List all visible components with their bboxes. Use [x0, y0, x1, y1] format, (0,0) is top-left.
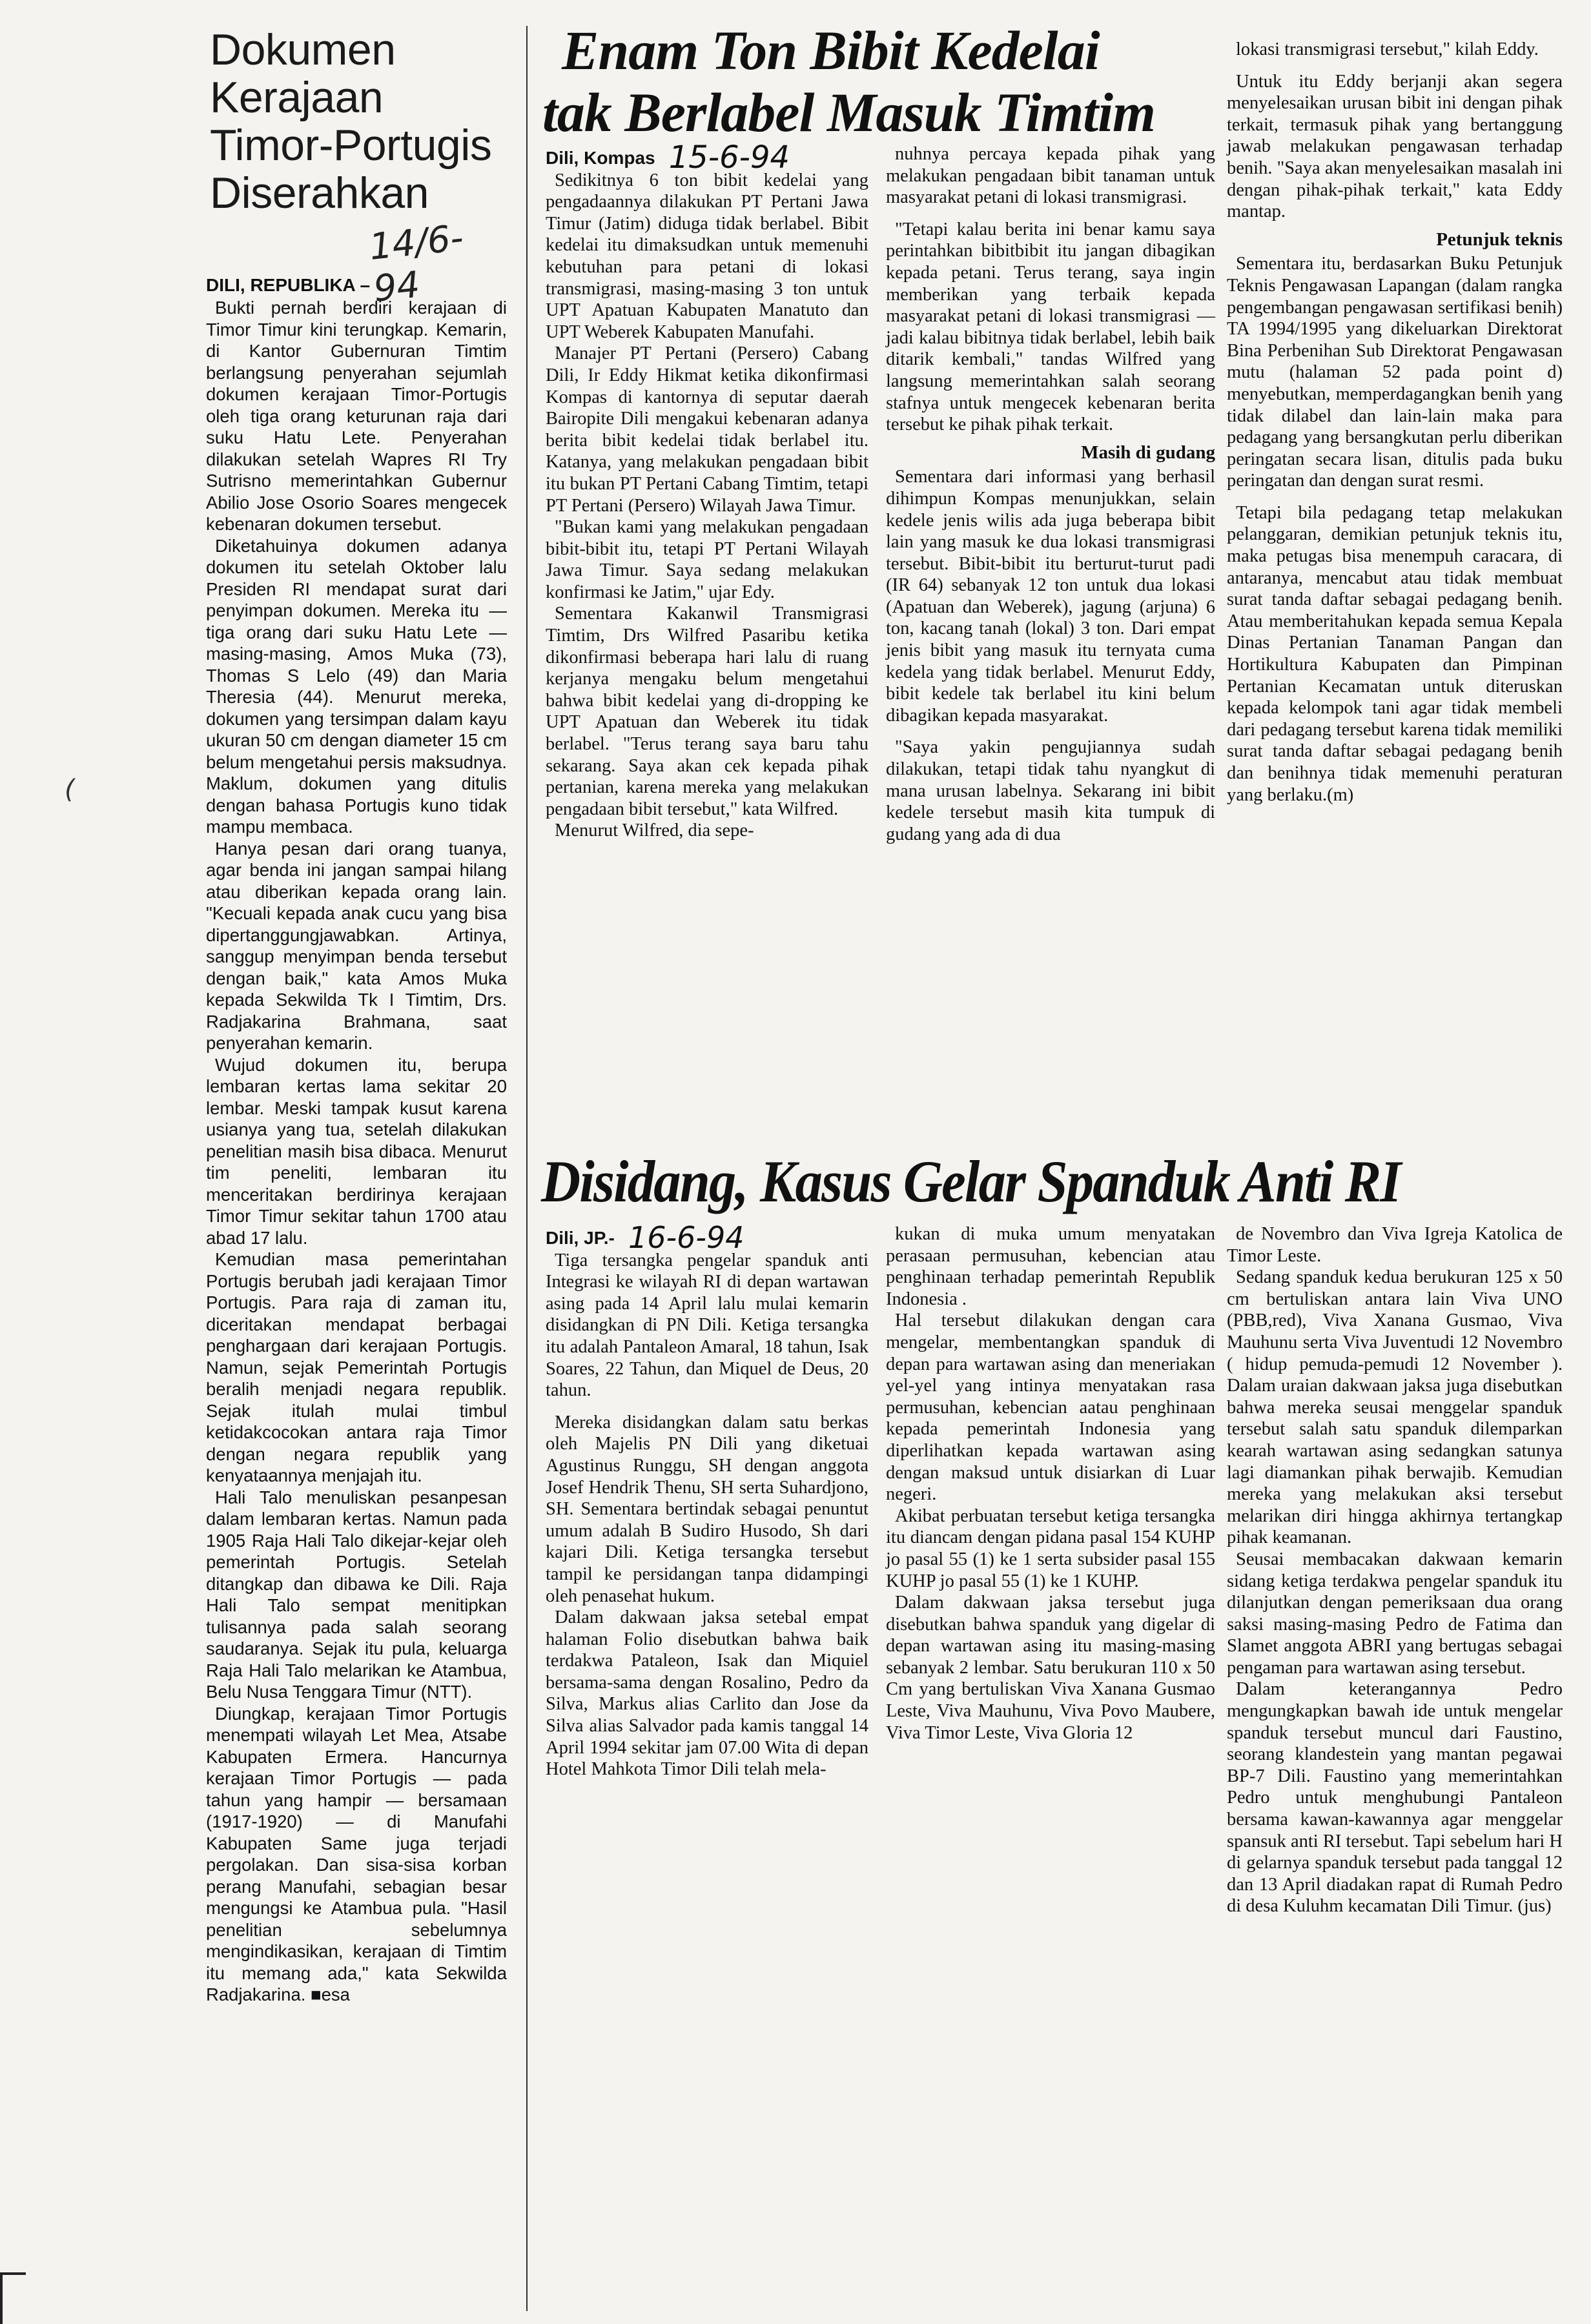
corner-mark	[0, 2272, 26, 2275]
paragraph: Dalam keterangannya Pedro mengungkapkan bawah ide untuk mengelar spanduk tersebut muncul dari Faustino, seorang klandestein yang mantan pegawai BP-7 Dili. Faustino yang memerintahkan Pedro untuk menghubungi Pantaleon bersama kawan-kawannya agar menggelar spansuk anti RI tersebut. Tapi sebelum hari H di gelarnya spanduk tersebut pada tanggal 12 dan 13 April diadakan rapat di Rumah Pedro di desa Kuluhm kecamatan Dili Timur. (jus)	[1227, 1679, 1563, 1917]
article2-column-3	[1227, 39, 1563, 1097]
paragraph: de Novembro dan Viva Igreja Katolica de Timor Leste.	[1227, 1224, 1563, 1266]
paragraph: Diketahuinya dokumen adanya dokumen itu setelah Oktober lalu Presiden RI mendapat surat dari penyimpan dokumen. Mereka itu — tiga orang dari suku Hatu Lete — masing-masing, Amos Muka (73), Thomas S Lelo (49) dan Maria Theresia (44). Menurut mereka, dokumen yang tersimpan dalam kayu ukuran 50 cm dengan diameter 15 cm belum mengetahui persis maksudnya. Maklum, dokumen yang ditulis dengan bahasa Portugis kuno tidak mampu membaca.	[206, 535, 507, 837]
paragraph: Sedang spanduk kedua berukuran 125 x 50 cm bertuliskan antara lain Viva UNO (PBB,red), Viva Xanana Gusmao, Viva Mauhunu serta Viva Juventudi 12 Novembro ( hidup pemuda-pemudi 12 November ). Dalam uraian dakwaan jaksa juga disebutkan bahwa mereka seusai menggelar spanduk tersebut salah satu spanduk dilemparkan kearah wartawan asing sedangkan satunya lagi diamankan pihak berwajib. Kemudian mereka yang melakukan aksi tersebut melarikan diri hingga akhirnya tertangkap pihak keamanan.	[1227, 1267, 1563, 1548]
title-line: Dokumen	[210, 25, 396, 74]
article3-title: Disidang, Kasus Gelar Spanduk Anti RI	[541, 1148, 1401, 1214]
article3-dateline: Dili, JP.-	[546, 1228, 615, 1248]
paragraph: Wujud dokumen itu, berupa lembaran kertas lama sekitar 20 lembar. Meski tampak kusut karena usianya yang tua, setelah dilakukan penelitian masih bisa dibaca. Menurut tim peneliti, lembaran itu menceritakan berdirinya kerajaan Timor Timur sekitar tahun 1700 atau abad 17 lalu.	[206, 1054, 507, 1248]
handwritten-date: 15-6-94	[668, 139, 790, 176]
paragraph: Seusai membacakan dakwaan kemarin sidang ketiga terdakwa pengelar spanduk itu dilanjutkan dengan pemeriksaan dua orang saksi masing-masing Pedro de Fatima dan Slamet anggota ABRI yang bertugas sebagai pengaman para wartawan asing tersebut.	[1227, 1549, 1563, 1678]
paragraph: Tiga tersangka pengelar spanduk anti Integrasi ke wilayah RI di depan wartawan asing pada 14 April lalu mulai kemarin disidangkan di PN Dili. Ketiga tersangka itu adalah Pantaleon Amaral, 18 tahun, Isak Soares, 22 Tahun, dan Miquel de Deus, 20 tahun.	[546, 1250, 868, 1401]
article3-dateline-row	[546, 1220, 868, 1255]
paragraph: Sementara dari informasi yang berhasil dihimpun Kompas menunjukkan, selain kedele jenis wilis ada juga beberapa bibit lain yang masuk ke dua lokasi transmigrasi tersebut. Bibit-bibit itu berturut-turut padi (IR 64) sebanyak 12 ton untuk dua lokasi (Apatuan dan Weberek), jagung (arjuna) 6 ton, kacang tanah (lokal) 3 ton. Dari empat jenis bibit yang masuk itu ternyata cuma kedela yang tidak berlabel. Menurut Eddy, bibit kedele tak berlabel itu kini belum dibagikan kepada masyarakat.	[886, 467, 1215, 726]
subhead-masih-di-gudang: Masih di gudang	[1081, 442, 1215, 463]
paragraph: "Bukan kami yang melakukan pengadaan bibit-bibit itu, tetapi PT Pertani Wilayah Jawa Timur. Saya sedang melakukan konfirmasi ke Jatim," ujar Edy.	[546, 517, 868, 602]
handwritten-date: 16-6-94	[628, 1220, 744, 1255]
article3-column-3	[1227, 1223, 1563, 2314]
title-line: Timor-Portugis	[210, 121, 492, 170]
paragraph: Kemudian masa pemerintahan Portugis berubah jadi kerajaan Timor Portugis. Para raja di zaman itu, diceritakan mendapat berbagai penghargaan dari kerajaan Portugis. Namun, sejak Pemerintah Portugis beralih menjadi negara republik. Sejak itulah mulai timbul ketidakcocokan antara raja Timor dengan negara republik yang kenyataannya menjajah itu.	[206, 1249, 507, 1485]
paragraph: Sementara itu, berdasarkan Buku Petunjuk Teknis Pengawasan Lapangan (dalam rangka pengembangan pengawasan sertifikasi benih) TA 1994/1995 yang dikeluarkan Direktorat Bina Perbenihan Sub Direktorat Pengawasan mutu (halaman 52 pada point d) menyebutkan, memperdagangkan benih yang tidak dilabel dan lain-lain maka para pedagang yang bersangkutan perlu diberikan peringatan secara lisan, ditulis pada buku peringatan dan dengan surat resmi.	[1227, 254, 1563, 491]
paragraph: Hal tersebut dilakukan dengan cara mengelar, membentangkan spanduk di depan para wartawan asing dan meneriakan yel-yel yang intinya menyatakan rasa permusuhan, kebencian aatau penghinaan kepada pemerintah Indonesia yang diperlihatkan kepada wartawan asing dengan maksud untuk disiarkan di Luar negeri.	[886, 1310, 1215, 1505]
paragraph: Dalam dakwaan jaksa setebal empat halaman Folio disebutkan bahwa baik terdakwa Pataleon, Isak dan Miquiel bersama-sama dengan Rosalino, Pedro da Silva, Markus alias Carlito dan Jose da Silva alias Salvador pada kamis tanggal 14 April 1994 sekitar jam 07.00 Wita di depan Hotel Mahkota Timor Dili telah mela-	[546, 1607, 868, 1780]
title-line: Diserahkan	[210, 168, 429, 218]
article1-body	[206, 297, 507, 2006]
paragraph: Bukti pernah berdiri kerajaan di Timor Timur kini terungkap. Kemarin, di Kantor Gubernuran Timtim berlangsung penyerahan sejumlah dokumen kerajaan Timor-Portugis oleh tiga orang keturunan raja dari suku Hatu Lete. Penyerahan dilakukan setelah Wapres RI Try Sutrisno memerintahkan Gubernur Abilio Jose Osorio Soares mengecek kebenaran dokumen tersebut.	[206, 298, 507, 534]
article3-column-2	[886, 1223, 1215, 2256]
paragraph: Dalam dakwaan jaksa tersebut juga disebutkan bahwa spanduk yang digelar di depan wartawan asing itu masing-masing sebanyak 2 lembar. Satu berukuran 110 x 50 Cm yang bertuliskan Viva Xanana Gusmao Leste, Viva Mauhunu, Viva Povo Maubere, Viva Timor Leste, Viva Gloria 12	[886, 1593, 1215, 1743]
paragraph: Diungkap, kerajaan Timor Portugis menempati wilayah Let Mea, Atsabe Kabupaten Ermera. Hancurnya kerajaan Timor Portugis — pada tahun yang hampir — bersamaan (1917-1920) — di Manufahi Kabupaten Same juga terjadi pergolakan. Dan sisa-sisa korban perang Manufahi, sebagian besar mengungsi ke Atambua pula. "Hasil penelitian sebelumnya mengindikasikan, kerajaan di Timtim itu memang ada," kata Sekwilda Radjakarina. ■esa	[206, 1703, 507, 2004]
paragraph: "Tetapi kalau berita ini benar kamu saya perintahkan bibitbibit itu jangan dibagikan kepada petani. Terus terang, saya ingin memberikan yang terbaik kepada masyarakat petani di lokasi transmigrasi — jadi kalau bibitnya tidak berlabel, lebih baik ditarik kembali," tandas Wilfred yang langsung memerintahkan salah seorang stafnya untuk mengecek kebenaran berita tersebut ke pihak pihak terkait.	[886, 219, 1215, 435]
title-line: tak Berlabel Masuk Timtim	[542, 81, 1155, 143]
corner-mark	[0, 2272, 3, 2324]
column-rule	[526, 26, 528, 2311]
paragraph: Hanya pesan dari orang tuanya, agar benda ini jangan sampai hilang atau diberikan kepada orang lain. "Kecuali kepada anak cucu yang bisa dipertanggungjawabkan. Artinya, sanggup menyimpan benda tersebut dengan baik," kata Amos Muka kepada Sekwilda Tk I Timtim, Drs. Radjakarina Brahmana, saat penyerahan kemarin.	[206, 838, 507, 1053]
subhead-petunjuk-teknis: Petunjuk teknis	[1436, 229, 1563, 250]
paragraph: Manajer PT Pertani (Persero) Cabang Dili, Ir Eddy Hikmat ketika dikonfirmasi Kompas di kantornya di seputar daerah Bairopite Dili mengakui kebenaran adanya berita bibit kedelai tidak berlabel itu. Katanya, yang melakukan pengadaan bibit itu bukan PT Pertani Cabang Timtim, tetapi PT Pertani (Persero) Wilayah Jawa Timur.	[546, 343, 868, 516]
paragraph: Sedikitnya 6 ton bibit kedelai yang pengadaannya dilakukan PT Pertani Jawa Timur (Jatim) diduga tidak berlabel. Bibit kedelai itu dimaksudkan untuk memenuhi kebutuhan para petani di lokasi transmigrasi, masing-masing 3 ton untuk UPT Apatuan Kabupaten Manatuto dan UPT Weberek Kabupaten Manufahi.	[546, 170, 868, 342]
paragraph: "Saya yakin pengujiannya sudah dilakukan, tetapi tidak tahu nyangkut di mana urusan labelnya. Sekarang ini bibit kedele tersebut masih kita tumpuk di gudang yang ada di dua	[886, 737, 1215, 844]
paragraph: Untuk itu Eddy berjanji akan segera menyelesaikan urusan bibit ini dengan pihak terkait, termasuk pihak yang bertanggung jawab melakukan pengawasan terhadap benih. "Saya akan menyelesaikan masalah ini dengan pihak-pihak terkait," kata Eddy mantap.	[1227, 71, 1563, 222]
paragraph: kukan di muka umum menyatakan perasaan permusuhan, kebencian atau penghinaan terhadap pemerintah Republik Indonesia .	[886, 1224, 1215, 1309]
paragraph: Akibat perbuatan tersebut ketiga tersangka itu diancam dengan pidana pasal 154 KUHP jo pasal 55 (1) ke 1 serta subsider pasal 155 KUHP jo pasal 55 (1) ke 1 KUHP.	[886, 1505, 1215, 1591]
paragraph: Hali Talo menuliskan pesanpesan dalam lembaran kertas. Namun pada 1905 Raja Hali Talo dikejar-kejar oleh pemerintah Portugis. Setelah ditangkap dan dibawa ke Dili. Raja Hali Talo sempat menitipkan tulisannya pada salah seorang saudaranya. Sejak itu pula, keluarga Raja Hali Talo melarikan ke Atambua, Belu Nusa Tenggara Timur (NTT).	[206, 1487, 507, 1702]
article3-column-1	[546, 1220, 868, 2256]
handwritten-date: 14/6-94	[367, 217, 466, 311]
article2-dateline-row	[546, 139, 868, 176]
article2-column-2	[886, 143, 1215, 1099]
paragraph: Mereka disidangkan dalam satu berkas oleh Majelis PN Dili yang diketuai Agustinus Runggu, SH dengan anggota Josef Hendrik Thenu, SH serta Suhardjono, SH. Sementara bertindak sebagai penuntut umum adalah B Sudiro Husodo, Sh dari kajari Dili. Ketiga tersangka tersebut tampil ke persidangan tanpa didampingi oleh penasehat hukum.	[546, 1412, 868, 1606]
title-line: Enam Ton Bibit Kedelai	[562, 19, 1100, 81]
article1-dateline: DILI, REPUBLIKA –	[206, 275, 371, 295]
article1-title	[210, 26, 507, 217]
paragraph: Tetapi bila pedagang tetap melakukan pelanggaran, demikian petunjuk teknis itu, maka petugas bisa menempuh caracara, di antaranya, mencabut atau tidak membuat surat tanda daftar sebagai pedagang benih. Atau memberitahukan kepada semua Kepala Dinas Pertanian Tanaman Pangan dan Hortikultura Kabupaten dan Pimpinan Pertanian Kecamatan untuk diteruskan kepada kelompok tani agar tidak membeli dari pedagang tersebut karena tidak memiliki surat tanda daftar sebagai pedagang benih dan benihnya tidak memenuhi peraturan yang berlaku.(m)	[1227, 502, 1563, 805]
paragraph: Menurut Wilfred, dia sepe-	[555, 821, 754, 841]
article-dokumen	[203, 26, 507, 2311]
title-line: Kerajaan	[210, 73, 384, 122]
paragraph: nuhnya percaya kepada pihak yang melakukan pengadaan bibit tanaman untuk masyarakat petani di lokasi transmigrasi.	[886, 144, 1215, 208]
article2-dateline: Dili, Kompas	[546, 148, 655, 168]
paragraph: lokasi transmigrasi tersebut," kilah Eddy.	[1236, 39, 1539, 59]
paragraph: Sementara Kakanwil Transmigrasi Timtim, Drs Wilfred Pasaribu ketika dikonfirmasi beberapa hari lalu di ruang kerjanya mengaku belum mengetahui bahwa bibit kedelai yang di-dropping ke UPT Apatuan dan Weberek itu tidak berlabel. "Terus terang saya baru tahu sekarang. Saya akan cek kepada pihak pertanian, karena mereka yang melakukan pengadaan bibit tersebut," kata Wilfred.	[546, 604, 868, 819]
article2-column-1	[546, 139, 868, 1047]
left-margin-mark: (	[65, 775, 75, 804]
